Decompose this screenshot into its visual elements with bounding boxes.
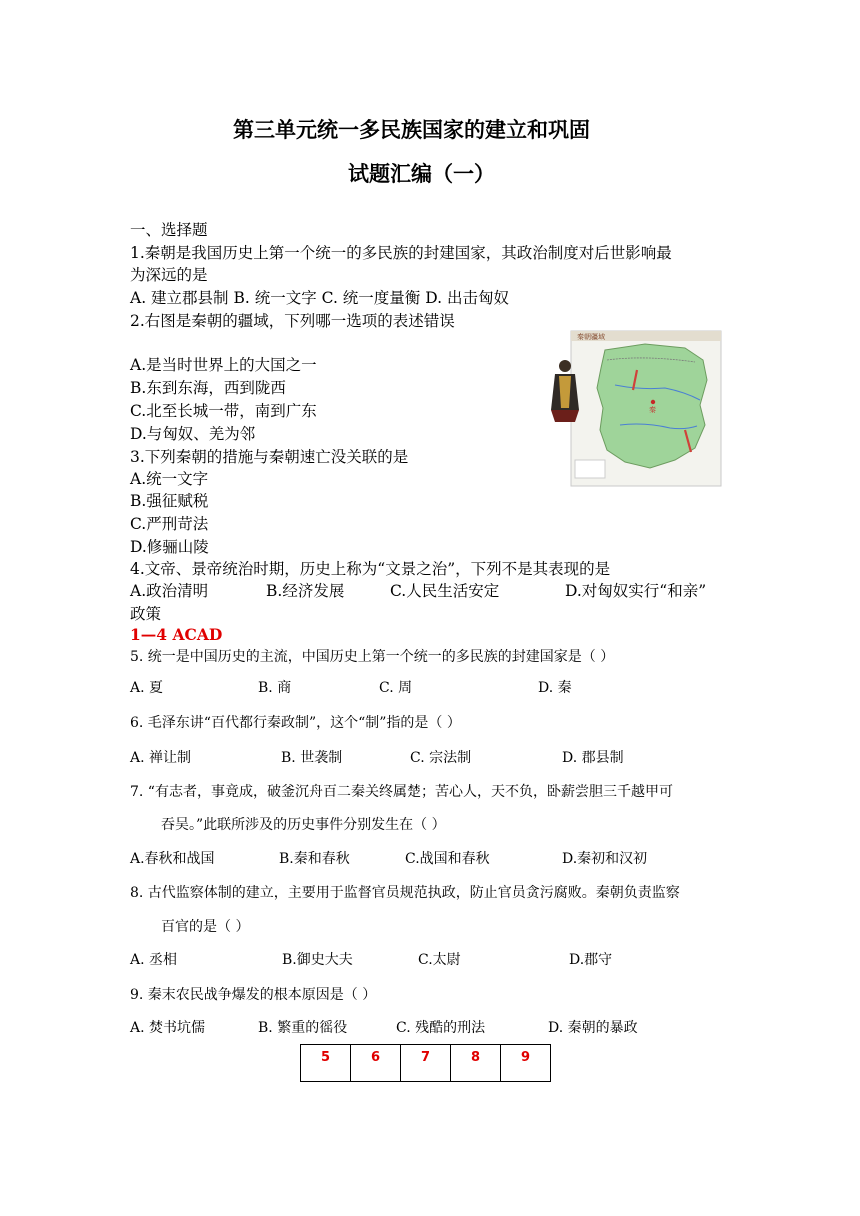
q3-stem: 3.下列秦朝的措施与秦朝速亡没关联的是	[130, 448, 409, 466]
q6-stem: 6. 毛泽东讲“百代都行秦政制”，这个“制”指的是（ ）	[130, 715, 461, 731]
q8-option-c: C.太尉	[418, 952, 461, 968]
q7-stem-line1: 7. “有志者，事竟成，破釜沉舟百二秦关终属楚；苦心人，天不负，卧薪尝胆三千越甲可	[130, 784, 673, 800]
answer-cell-5[interactable]: 5	[301, 1045, 351, 1082]
q8-option-b: B.御史大夫	[282, 952, 353, 968]
q4-option-c: C.人民生活安定	[390, 582, 500, 600]
q8-option-a: A. 丞相	[130, 952, 178, 968]
q2-option-b: B.东到东海，西到陇西	[130, 379, 286, 397]
answer-1-4: 1—4 ACAD	[130, 625, 223, 644]
q9-option-b: B. 繁重的徭役	[258, 1020, 348, 1036]
q5-option-c: C. 周	[379, 680, 413, 696]
q5-stem: 5. 统一是中国历史的主流，中国历史上第一个统一的多民族的封建国家是（ ）	[130, 649, 615, 665]
q2-stem: 2.右图是秦朝的疆域，下列哪一选项的表述错误	[130, 312, 455, 330]
q5-option-a: A. 夏	[130, 680, 164, 696]
answer-table	[300, 1044, 551, 1082]
q7-option-d: D.秦初和汉初	[562, 851, 648, 867]
q2-option-a: A.是当时世界上的大国之一	[130, 356, 317, 374]
q7-option-c: C.战国和春秋	[405, 851, 490, 867]
q1-stem-line2: 为深远的是	[130, 266, 208, 284]
q5-option-d: D. 秦	[538, 680, 572, 696]
q6-option-b: B. 世袭制	[281, 750, 343, 766]
q7-option-b: B.秦和春秋	[279, 851, 350, 867]
answer-table-row	[301, 1045, 551, 1082]
q6-option-c: C. 宗法制	[410, 750, 472, 766]
q8-stem-line1: 8. 古代监察体制的建立，主要用于监督官员规范执政，防止官员贪污腐败。秦朝负责监察	[130, 885, 680, 901]
q2-option-d: D.与匈奴、羌为邻	[130, 425, 256, 443]
q3-option-b: B.强征赋税	[130, 492, 209, 510]
section-heading: 一、选择题	[130, 221, 208, 239]
q2-option-c: C.北至长城一带，南到广东	[130, 402, 317, 420]
q6-option-d: D. 郡县制	[562, 750, 624, 766]
q7-stem-line2: 吞吴。”此联所涉及的历史事件分别发生在（ ）	[161, 817, 446, 833]
answer-cell-8[interactable]: 8	[451, 1045, 501, 1082]
q4-stem: 4.文帝、景帝统治时期，历史上称为“文景之治”，下列不是其表现的是	[130, 560, 611, 578]
q9-option-d: D. 秦朝的暴政	[548, 1020, 638, 1036]
q9-option-c: C. 残酷的刑法	[396, 1020, 486, 1036]
q3-option-d: D.修骊山陵	[130, 538, 209, 556]
q5-option-b: B. 商	[258, 680, 292, 696]
q4-option-d-cont: 政策	[130, 605, 162, 623]
q8-stem-line2: 百官的是（ ）	[161, 919, 250, 935]
q4-option-a: A.政治清明	[130, 582, 209, 600]
q4-option-d: D.对匈奴实行“和亲”	[565, 582, 707, 600]
q7-option-a: A.春秋和战国	[130, 851, 215, 867]
q9-stem: 9. 秦末农民战争爆发的根本原因是（ ）	[130, 987, 377, 1003]
q1-stem-line1: 1.秦朝是我国历史上第一个统一的多民族的封建国家，其政治制度对后世影响最	[130, 244, 672, 262]
answer-cell-7[interactable]: 7	[401, 1045, 451, 1082]
q4-option-b: B.经济发展	[266, 582, 345, 600]
q6-option-a: A. 禅让制	[130, 750, 192, 766]
answer-cell-6[interactable]: 6	[351, 1045, 401, 1082]
q3-option-c: C.严刑苛法	[130, 515, 209, 533]
q9-option-a: A. 焚书坑儒	[130, 1020, 206, 1036]
q8-option-d: D.郡守	[569, 952, 613, 968]
document-subtitle: 试题汇编（一）	[348, 162, 495, 186]
q1-options: A. 建立郡县制 B. 统一文字 C. 统一度量衡 D. 出击匈奴	[130, 289, 509, 307]
q3-option-a: A.统一文字	[130, 470, 209, 488]
answer-cell-9[interactable]: 9	[501, 1045, 551, 1082]
map-label: 秦	[649, 406, 656, 414]
qin-territory-map	[545, 330, 723, 488]
document-title: 第三单元统一多民族国家的建立和巩固	[233, 118, 590, 142]
map-title: 秦朝疆域	[577, 333, 605, 341]
